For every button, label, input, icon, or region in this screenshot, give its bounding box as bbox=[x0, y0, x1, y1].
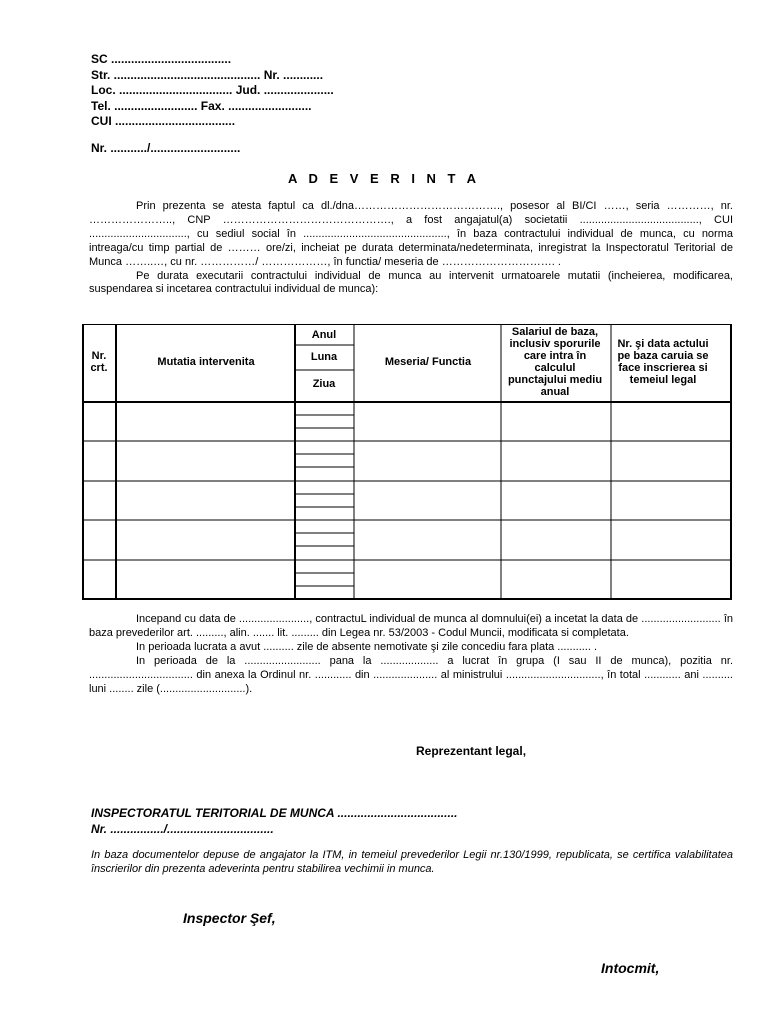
termination-paragraph: Incepand cu data de ......................., contractuL individual de munca al domnului(ei) a incetat la data de .......................... în baza prevederilor art. ........., alin. ....... lit. ......... din Legea nr. 53/2003 - Codul Muncii, modificata si completata. bbox=[89, 613, 733, 639]
header-salariul: Salariul de baza, inclusiv sporurile care intra în calculul punctajului mediu anual bbox=[507, 326, 603, 398]
company-phone-fax-line: Tel. ......................... Fax. ......................... bbox=[91, 99, 312, 113]
document-title: A D E V E R I N T A bbox=[287, 171, 481, 186]
itm-certification-note: In baza documentelor depuse de angajator la ITM, in temeiul prevederilor Legii nr.130/1999, republicata, se certifica valabilitatea înscrierilor din prezenta adeverinta pentru stabilirea vechimii in munca. bbox=[91, 849, 733, 875]
closing-paragraphs bbox=[89, 613, 733, 696]
company-locality-line: Loc. .................................. Jud. ..................... bbox=[91, 83, 334, 97]
header-actul: Nr. şi data actului pe baza caruia se face inscrierea si temeiul legal bbox=[617, 338, 709, 386]
header-nr-crt: Nr. crt. bbox=[90, 350, 108, 374]
mutations-intro-paragraph: Pe durata executarii contractului individual de munca au intervenit urmatoarele mutatii (incheierea, modificarea, suspendarea si incetarea contractului individual de munca): bbox=[89, 269, 733, 296]
chief-inspector-label: Inspector Şef, bbox=[183, 910, 276, 926]
company-sc-line: SC .................................... bbox=[91, 52, 232, 66]
header-ziua: Ziua bbox=[312, 378, 336, 390]
header-anul: Anul bbox=[311, 329, 337, 341]
header-meseria: Meseria/ Functia bbox=[384, 356, 472, 368]
itm-number-line: Nr. ................/................................ bbox=[91, 822, 274, 836]
absences-paragraph: In perioada lucrata a avut .......... zile de absente nemotivate şi zile concediu fara plata ........... . bbox=[136, 640, 598, 653]
itm-title: INSPECTORATUL TERITORIAL DE MUNCA .................................... bbox=[91, 806, 458, 820]
company-street-line: Str. ............................................ Nr. ............ bbox=[91, 68, 324, 82]
work-group-paragraph: In perioada de la ......................... pana la ................... a lucrat în grupa (I sau II de munca), pozitia nr. .................................. din anexa la Ordinul nr. ............ din ..................... al ministrului ..............................., în total ............ ani .......... luni ........ zile (............................). bbox=[89, 654, 733, 695]
attestation-paragraph: Prin prezenta se atesta faptul ca dl./dna…………………………………., posesor al BI/CI ……, seria …………, nr. ………………….., CNP ………………………………………., a fost angajatul(a) societatii ......................................., CUI ................................, cu sediul social în ..............................................., în baza contractului individual de munca, cu norma intreaga/cu timp partial de ……… ore/zi, incheiat pe durata determinata/nedeterminata, inregistrat la Inspectoratul Teritorial de Munca ……..…, cu nr. ……………/ ………………, în functia/ meseria de …………………………. . bbox=[89, 200, 733, 268]
header-luna: Luna bbox=[310, 351, 338, 363]
prepared-by-label: Intocmit, bbox=[601, 960, 660, 976]
company-cui-line: CUI .................................... bbox=[91, 114, 236, 128]
header-mutatia: Mutatia intervenita bbox=[157, 356, 255, 368]
legal-representative-label: Reprezentant legal, bbox=[416, 744, 527, 758]
registration-number-line: Nr. .........../........................... bbox=[91, 141, 241, 155]
intro-paragraphs bbox=[89, 200, 733, 297]
